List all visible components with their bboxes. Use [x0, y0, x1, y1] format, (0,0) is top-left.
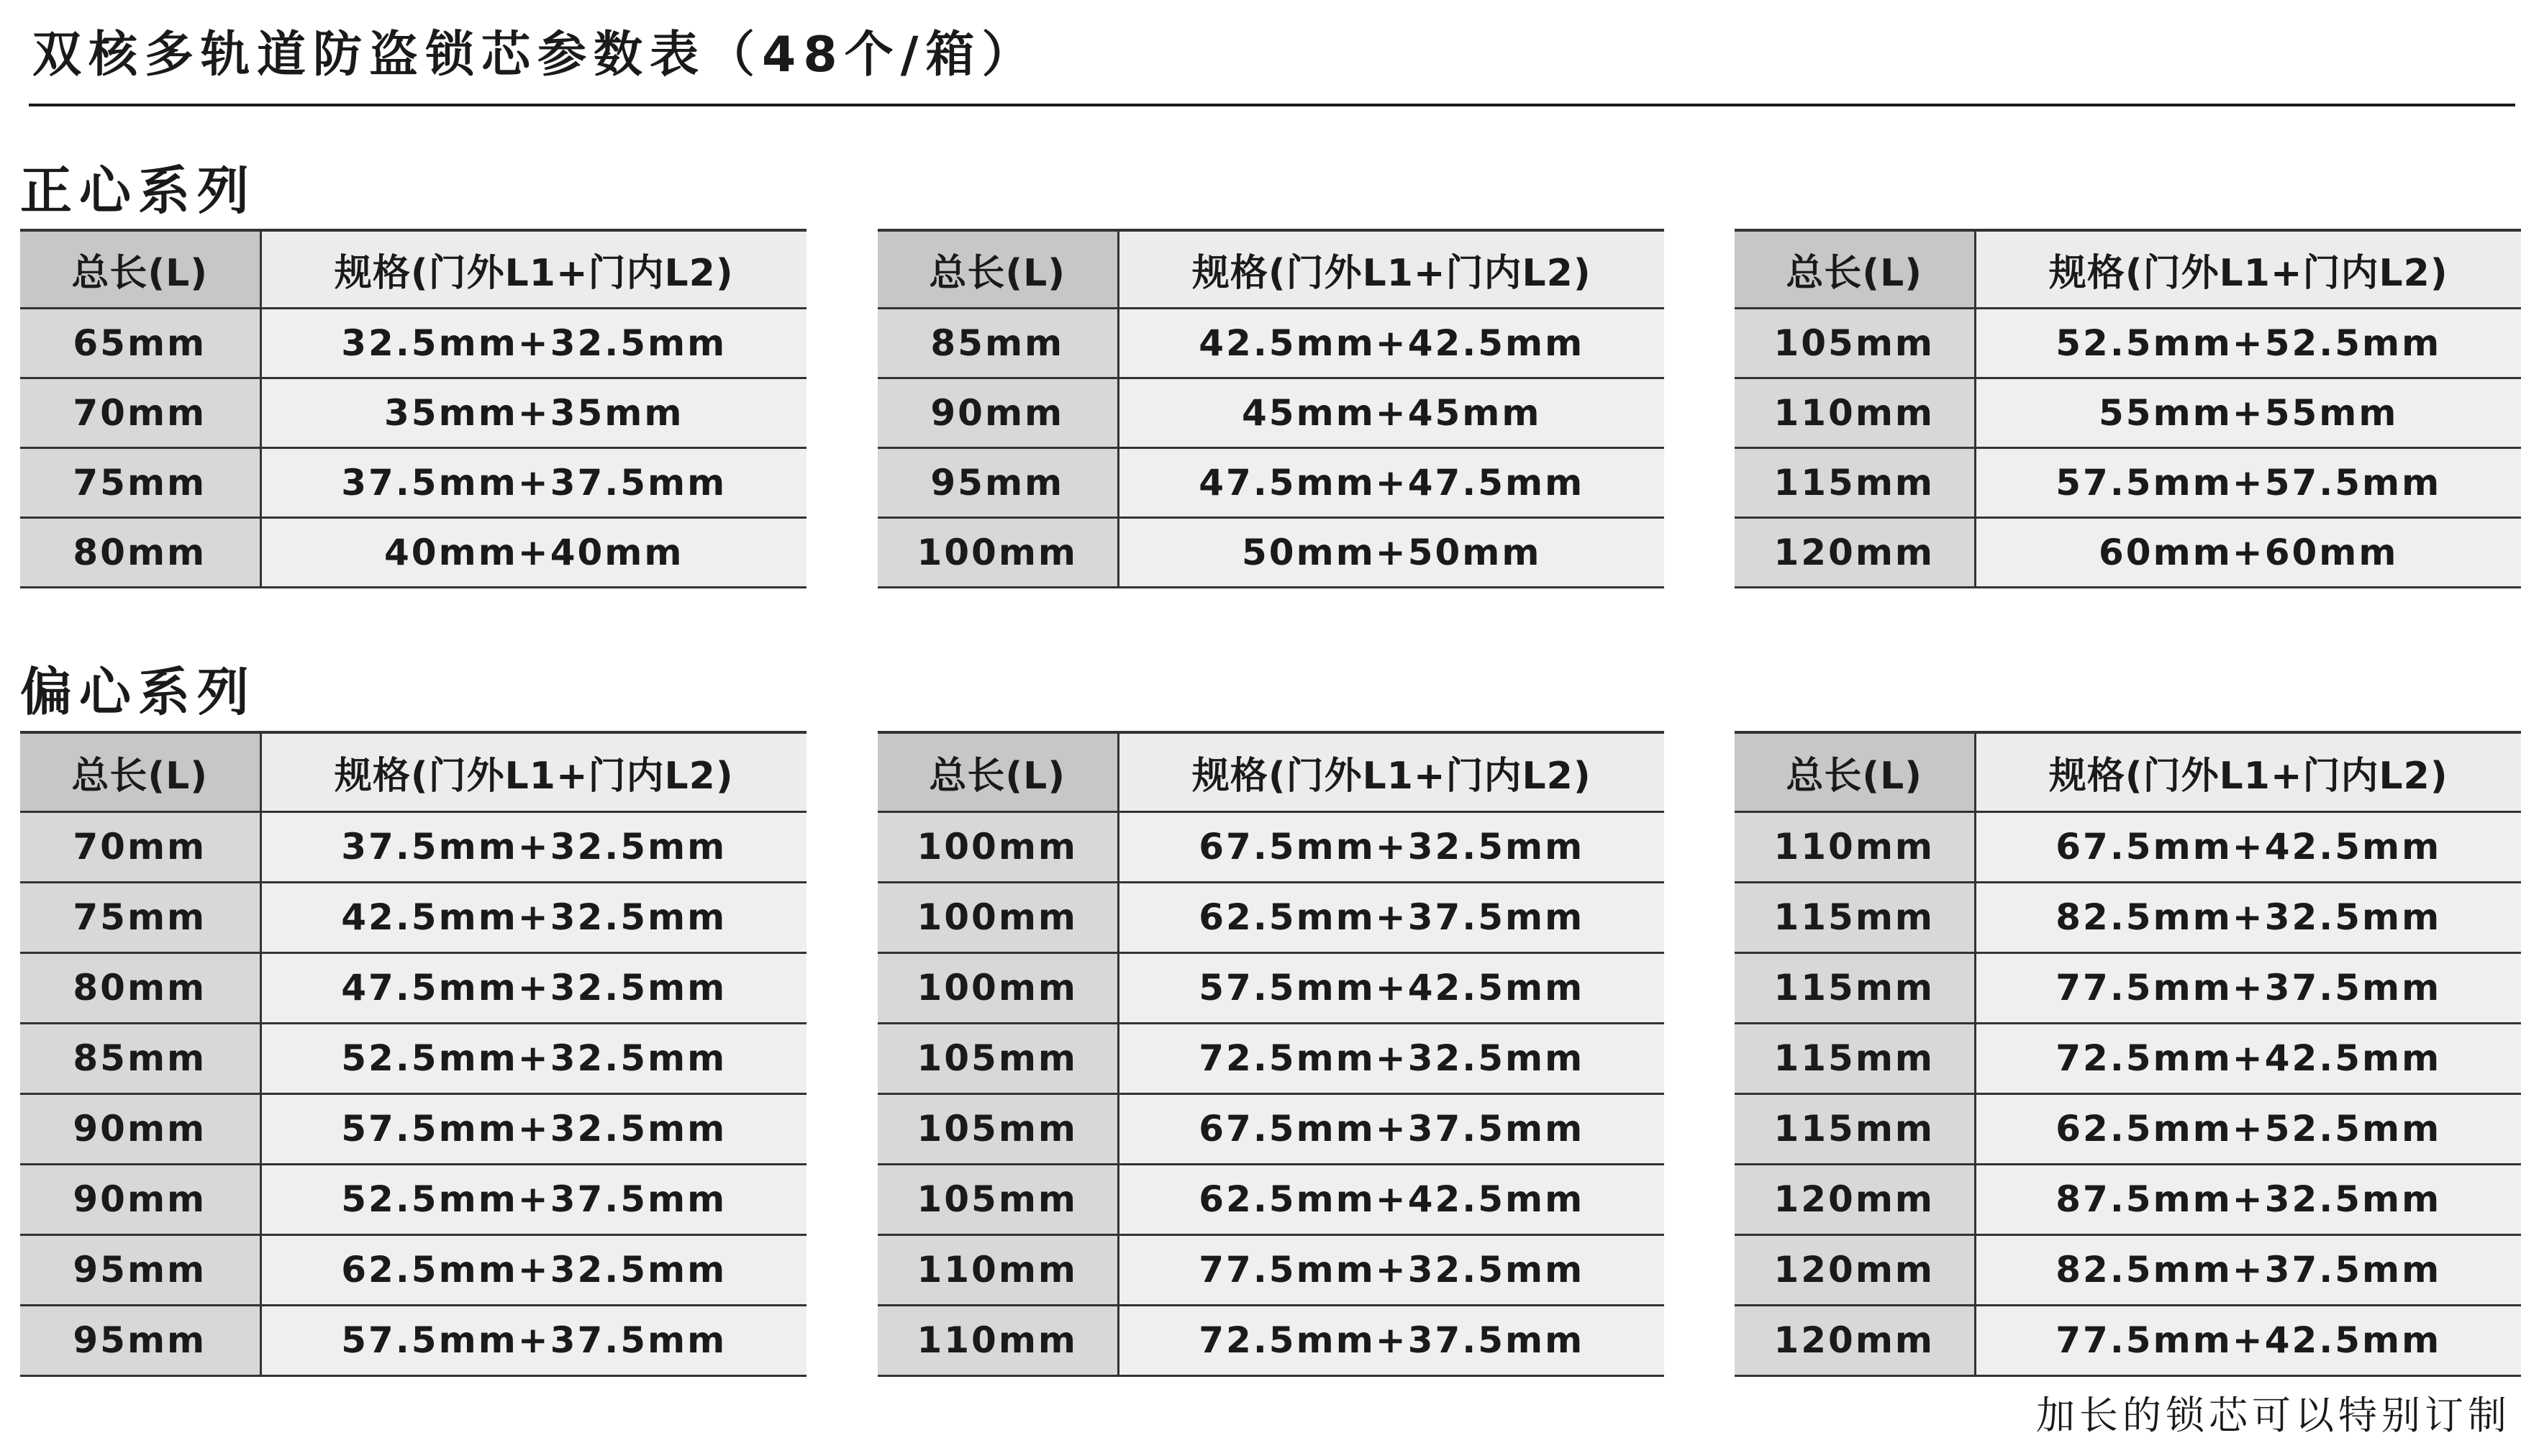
total-length-cell: 105mm	[878, 1023, 1118, 1093]
total-length-cell: 80mm	[20, 952, 260, 1023]
table-header-row	[20, 230, 807, 308]
table-row	[878, 811, 1664, 882]
spec-cell: 37.5mm+32.5mm	[260, 811, 807, 882]
table-row	[1735, 378, 2521, 447]
spec-cell: 42.5mm+42.5mm	[1118, 308, 1664, 378]
spec-cell: 67.5mm+37.5mm	[1118, 1093, 1664, 1164]
total-length-cell: 105mm	[878, 1164, 1118, 1234]
table-row	[878, 1093, 1664, 1164]
spec-cell: 72.5mm+42.5mm	[1975, 1023, 2521, 1093]
total-length-cell: 90mm	[20, 1093, 260, 1164]
total-length-cell: 110mm	[878, 1234, 1118, 1305]
spec-cell: 50mm+50mm	[1118, 517, 1664, 587]
table-row	[20, 1305, 807, 1375]
spec-cell: 37.5mm+37.5mm	[260, 447, 807, 517]
page-title: 双核多轨道防盗锁芯参数表（48个/箱）	[32, 27, 1038, 83]
header-spec: 规格(门外L1+门内L2)	[260, 732, 807, 811]
total-length-cell: 100mm	[878, 882, 1118, 952]
total-length-cell: 105mm	[878, 1093, 1118, 1164]
total-length-cell: 115mm	[1735, 1023, 1975, 1093]
header-total-length: 总长(L)	[20, 230, 260, 308]
title-divider	[29, 104, 2515, 106]
header-total-length: 总长(L)	[20, 732, 260, 811]
table-row	[20, 308, 807, 378]
table-row	[878, 378, 1664, 447]
total-length-cell: 95mm	[20, 1305, 260, 1375]
table-row	[1735, 882, 2521, 952]
section-title-concentric: 正心系列	[20, 160, 257, 221]
table-row	[20, 1093, 807, 1164]
total-length-cell: 85mm	[878, 308, 1118, 378]
spec-cell: 32.5mm+32.5mm	[260, 308, 807, 378]
table-header-row	[1735, 230, 2521, 308]
total-length-cell: 115mm	[1735, 952, 1975, 1023]
spec-cell: 52.5mm+37.5mm	[260, 1164, 807, 1234]
spec-cell: 82.5mm+32.5mm	[1975, 882, 2521, 952]
spec-cell: 57.5mm+57.5mm	[1975, 447, 2521, 517]
total-length-cell: 100mm	[878, 517, 1118, 587]
spec-table	[1735, 731, 2521, 1377]
spec-cell: 52.5mm+52.5mm	[1975, 308, 2521, 378]
total-length-cell: 90mm	[878, 378, 1118, 447]
header-total-length: 总长(L)	[1735, 732, 1975, 811]
table-row	[1735, 1023, 2521, 1093]
total-length-cell: 105mm	[1735, 308, 1975, 378]
total-length-cell: 65mm	[20, 308, 260, 378]
total-length-cell: 80mm	[20, 517, 260, 587]
total-length-cell: 95mm	[20, 1234, 260, 1305]
table-row	[1735, 811, 2521, 882]
table-row	[1735, 952, 2521, 1023]
header-total-length: 总长(L)	[878, 230, 1118, 308]
spec-cell: 52.5mm+32.5mm	[260, 1023, 807, 1093]
table-row	[878, 1164, 1664, 1234]
spec-cell: 67.5mm+32.5mm	[1118, 811, 1664, 882]
spec-cell: 67.5mm+42.5mm	[1975, 811, 2521, 882]
spec-cell: 55mm+55mm	[1975, 378, 2521, 447]
table-header-row	[1735, 732, 2521, 811]
total-length-cell: 100mm	[878, 952, 1118, 1023]
total-length-cell: 120mm	[1735, 1305, 1975, 1375]
header-spec: 规格(门外L1+门内L2)	[1975, 230, 2521, 308]
total-length-cell: 75mm	[20, 447, 260, 517]
table-row	[878, 1305, 1664, 1375]
total-length-cell: 115mm	[1735, 447, 1975, 517]
spec-cell: 62.5mm+42.5mm	[1118, 1164, 1664, 1234]
table-row	[878, 447, 1664, 517]
table-row	[20, 378, 807, 447]
spec-cell: 77.5mm+32.5mm	[1118, 1234, 1664, 1305]
table-header-row	[20, 732, 807, 811]
table-row	[1735, 308, 2521, 378]
header-total-length: 总长(L)	[1735, 230, 1975, 308]
table-row	[20, 1234, 807, 1305]
table-row	[878, 952, 1664, 1023]
spec-cell: 82.5mm+37.5mm	[1975, 1234, 2521, 1305]
table-row	[878, 1023, 1664, 1093]
total-length-cell: 85mm	[20, 1023, 260, 1093]
spec-cell: 72.5mm+32.5mm	[1118, 1023, 1664, 1093]
table-row	[1735, 1305, 2521, 1375]
table-row	[1735, 1093, 2521, 1164]
table-row	[20, 952, 807, 1023]
total-length-cell: 115mm	[1735, 882, 1975, 952]
table-row	[1735, 1234, 2521, 1305]
table-row	[878, 517, 1664, 587]
spec-table	[878, 731, 1664, 1377]
total-length-cell: 110mm	[1735, 811, 1975, 882]
table-row	[20, 447, 807, 517]
spec-cell: 60mm+60mm	[1975, 517, 2521, 587]
spec-cell: 62.5mm+52.5mm	[1975, 1093, 2521, 1164]
table-row	[1735, 1164, 2521, 1234]
table-row	[20, 811, 807, 882]
header-total-length: 总长(L)	[878, 732, 1118, 811]
spec-cell: 77.5mm+37.5mm	[1975, 952, 2521, 1023]
spec-cell: 35mm+35mm	[260, 378, 807, 447]
spec-cell: 47.5mm+47.5mm	[1118, 447, 1664, 517]
total-length-cell: 110mm	[1735, 378, 1975, 447]
table-row	[20, 517, 807, 587]
header-spec: 规格(门外L1+门内L2)	[260, 230, 807, 308]
spec-cell: 45mm+45mm	[1118, 378, 1664, 447]
spec-cell: 57.5mm+42.5mm	[1118, 952, 1664, 1023]
spec-cell: 57.5mm+32.5mm	[260, 1093, 807, 1164]
table-row	[878, 1234, 1664, 1305]
total-length-cell: 95mm	[878, 447, 1118, 517]
total-length-cell: 120mm	[1735, 1164, 1975, 1234]
total-length-cell: 120mm	[1735, 517, 1975, 587]
spec-cell: 62.5mm+32.5mm	[260, 1234, 807, 1305]
spec-cell: 77.5mm+42.5mm	[1975, 1305, 2521, 1375]
table-row	[1735, 517, 2521, 587]
spec-table	[20, 229, 807, 588]
table-row	[878, 882, 1664, 952]
spec-table	[20, 731, 807, 1377]
section-title-eccentric: 偏心系列	[20, 662, 257, 722]
spec-cell: 62.5mm+37.5mm	[1118, 882, 1664, 952]
footnote: 加长的锁芯可以特别订制	[2036, 1393, 2511, 1438]
spec-table	[1735, 229, 2521, 588]
spec-cell: 47.5mm+32.5mm	[260, 952, 807, 1023]
spec-table	[878, 229, 1664, 588]
spec-cell: 72.5mm+37.5mm	[1118, 1305, 1664, 1375]
spec-cell: 57.5mm+37.5mm	[260, 1305, 807, 1375]
header-spec: 规格(门外L1+门内L2)	[1975, 732, 2521, 811]
spec-cell: 40mm+40mm	[260, 517, 807, 587]
total-length-cell: 120mm	[1735, 1234, 1975, 1305]
total-length-cell: 70mm	[20, 378, 260, 447]
total-length-cell: 75mm	[20, 882, 260, 952]
header-spec: 规格(门外L1+门内L2)	[1118, 732, 1664, 811]
table-row	[20, 882, 807, 952]
spec-cell: 42.5mm+32.5mm	[260, 882, 807, 952]
total-length-cell: 90mm	[20, 1164, 260, 1234]
total-length-cell: 70mm	[20, 811, 260, 882]
table-row	[878, 308, 1664, 378]
table-row	[20, 1164, 807, 1234]
table-row	[1735, 447, 2521, 517]
spec-cell: 87.5mm+32.5mm	[1975, 1164, 2521, 1234]
header-spec: 规格(门外L1+门内L2)	[1118, 230, 1664, 308]
total-length-cell: 115mm	[1735, 1093, 1975, 1164]
total-length-cell: 100mm	[878, 811, 1118, 882]
table-header-row	[878, 732, 1664, 811]
total-length-cell: 110mm	[878, 1305, 1118, 1375]
table-header-row	[878, 230, 1664, 308]
table-row	[20, 1023, 807, 1093]
